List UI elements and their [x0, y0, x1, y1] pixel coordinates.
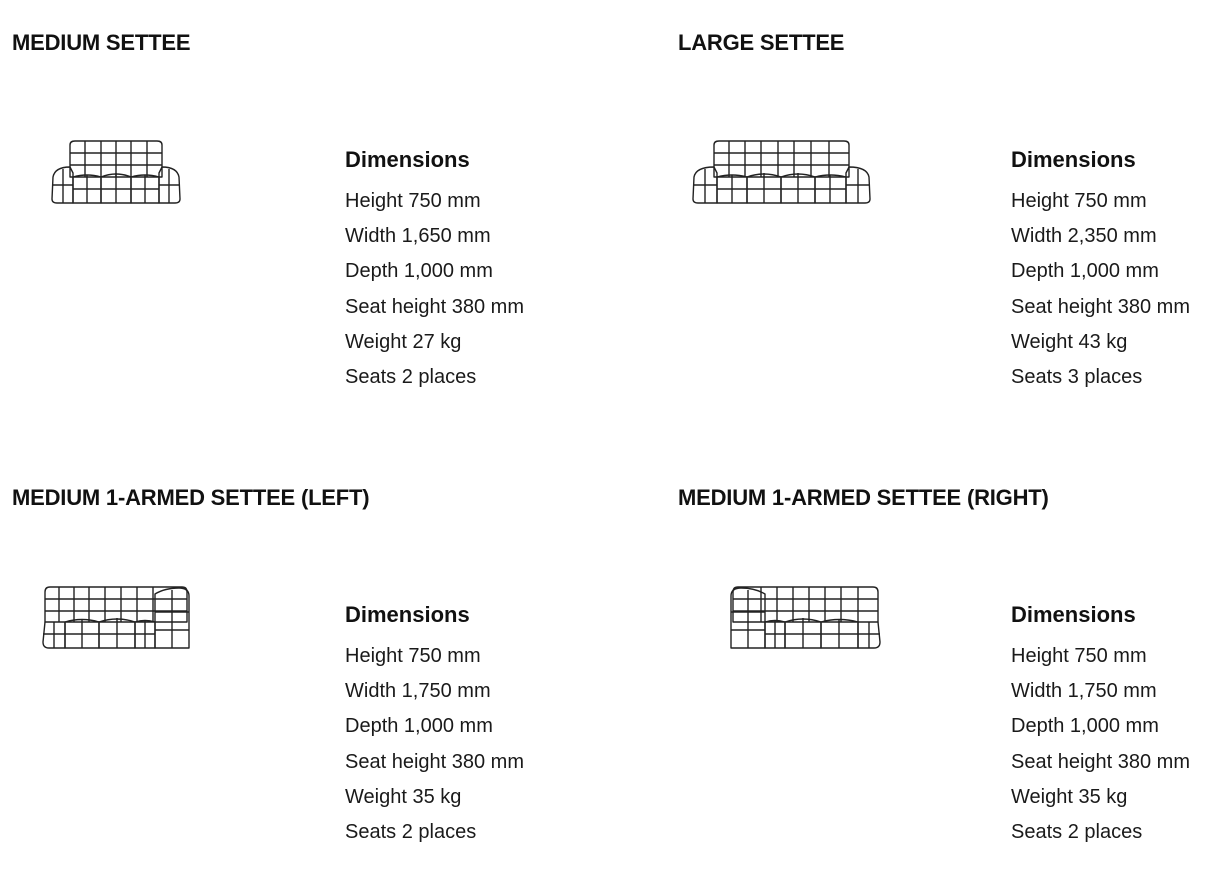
dimensions-block — [345, 147, 524, 395]
spec-seats: Seats 3 places — [1011, 366, 1143, 389]
product-title: MEDIUM SETTEE — [12, 30, 191, 55]
spec-weight: Weight 35 kg — [345, 785, 462, 808]
product-large-settee — [678, 12, 1230, 432]
spec-depth: Depth 1,000 mm — [345, 715, 493, 738]
dimensions-block — [345, 602, 524, 850]
right-armed-settee-drawing — [703, 582, 893, 662]
spec-depth: Depth 1,000 mm — [1011, 715, 1159, 738]
product-medium-settee — [12, 12, 612, 432]
medium-settee-drawing — [37, 137, 227, 217]
spec-seats: Seats 2 places — [345, 366, 477, 389]
dimensions-heading: Dimensions — [345, 602, 470, 627]
spec-list — [345, 184, 524, 395]
spec-height: Height 750 mm — [1011, 645, 1147, 667]
spec-depth: Depth 1,000 mm — [1011, 260, 1159, 283]
spec-seat-height: Seat height 380 mm — [345, 750, 524, 773]
large-settee-drawing — [684, 137, 874, 217]
left-armed-settee-drawing — [37, 582, 227, 662]
spec-height: Height 750 mm — [1011, 190, 1147, 212]
spec-seat-height: Seat height 380 mm — [345, 295, 524, 318]
spec-width: Width 1,750 mm — [1011, 680, 1157, 703]
dimensions-block — [1011, 147, 1190, 395]
dimensions-heading: Dimensions — [345, 147, 470, 172]
spec-seats: Seats 2 places — [345, 821, 477, 844]
product-left-armed-settee — [12, 467, 612, 887]
spec-weight: Weight 43 kg — [1011, 330, 1128, 353]
dimensions-heading: Dimensions — [1011, 147, 1136, 172]
spec-weight: Weight 35 kg — [1011, 785, 1128, 808]
spec-seats: Seats 2 places — [1011, 821, 1143, 844]
spec-height: Height 750 mm — [345, 645, 481, 667]
spec-height: Height 750 mm — [345, 190, 481, 212]
spec-width: Width 2,350 mm — [1011, 225, 1157, 248]
product-title: LARGE SETTEE — [678, 30, 845, 55]
spec-seat-height: Seat height 380 mm — [1011, 750, 1190, 773]
spec-list — [1011, 639, 1190, 850]
dimensions-heading: Dimensions — [1011, 602, 1136, 627]
dimensions-block — [1011, 602, 1190, 850]
spec-weight: Weight 27 kg — [345, 330, 462, 353]
spec-width: Width 1,750 mm — [345, 680, 491, 703]
spec-list — [345, 639, 524, 850]
product-right-armed-settee — [678, 467, 1230, 887]
product-title: MEDIUM 1-ARMED SETTEE (LEFT) — [12, 485, 370, 510]
spec-depth: Depth 1,000 mm — [345, 260, 493, 283]
spec-width: Width 1,650 mm — [345, 225, 491, 248]
spec-seat-height: Seat height 380 mm — [1011, 295, 1190, 318]
spec-list — [1011, 184, 1190, 395]
product-title: MEDIUM 1-ARMED SETTEE (RIGHT) — [678, 485, 1049, 510]
